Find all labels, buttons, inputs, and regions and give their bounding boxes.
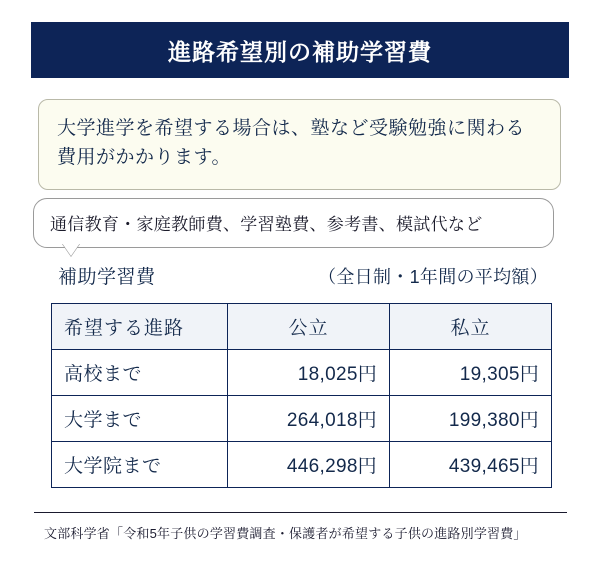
table-caption — [58, 262, 548, 289]
title-banner — [31, 22, 569, 78]
table-row — [52, 396, 552, 442]
table-row — [52, 442, 552, 488]
note-bubble — [33, 198, 554, 248]
table-header-row — [52, 304, 552, 350]
table-caption-label: 補助学習費 — [58, 267, 156, 288]
page-title: 進路希望別の補助学習費 — [168, 38, 432, 65]
lead-callout — [38, 99, 561, 190]
cell-private: 199,380円 — [390, 396, 552, 442]
table-header-public: 公立 — [228, 304, 390, 350]
study-cost-table — [51, 303, 552, 488]
table-header-private: 私立 — [390, 304, 552, 350]
source-citation: 文部科学省「令和5年子供の学習費調査・保護者が希望する子供の進路別学習費」 — [44, 526, 527, 541]
row-label: 高校まで — [52, 350, 228, 396]
lead-line-1: 大学進学を希望する場合は、塾など受験勉強に関わる — [57, 118, 526, 139]
lead-line-2: 費用がかかります。 — [57, 147, 231, 169]
cell-public: 264,018円 — [228, 396, 390, 442]
cell-public: 18,025円 — [228, 350, 390, 396]
row-label: 大学まで — [52, 396, 228, 442]
note-bubble-tail-icon — [62, 243, 80, 256]
source-divider — [34, 512, 567, 513]
table-row — [52, 350, 552, 396]
note-text: 通信教育・家庭教師費、学習塾費、参考書、模試代など — [50, 215, 483, 234]
cell-public: 446,298円 — [228, 442, 390, 488]
table-caption-note: （全日制・1年間の平均額） — [318, 267, 548, 287]
cell-private: 439,465円 — [390, 442, 552, 488]
row-label: 大学院まで — [52, 442, 228, 488]
cell-private: 19,305円 — [390, 350, 552, 396]
table-header-path: 希望する進路 — [52, 304, 228, 350]
